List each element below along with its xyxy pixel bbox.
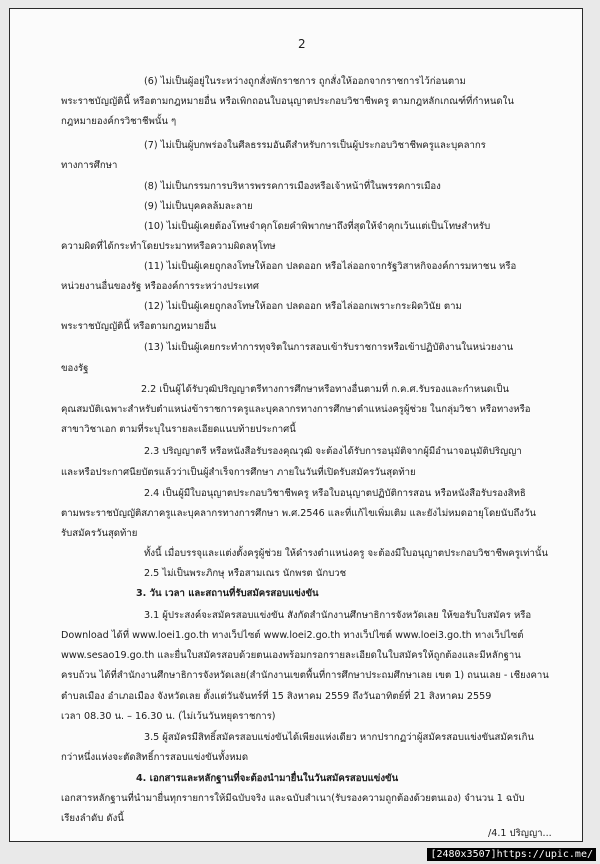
text-line: 2.2 เป็นผู้ได้รับวุฒิปริญญาตรีทางการศึกษาหรือทางอื่นตามที่ ก.ค.ศ.รับรองและกำหนดเป็น bbox=[141, 384, 509, 395]
text-line: 2.3 ปริญญาตรี หรือหนังสือรับรองคุณวุฒิ จะต้องได้รับการอนุมัติจากผู้มีอำนาจอนุมัติปริญญา bbox=[144, 446, 522, 457]
text-line: Download ได้ที่ www.loei1.go.th ทางเว็ปไซต์ www.loei2.go.th ทางเว็ปไซต์ www.loei3.go.th ทางเว็ปไซต์ bbox=[61, 630, 524, 641]
text-line: รับสมัครวันสุดท้าย bbox=[61, 528, 138, 539]
text-line: สาขาวิชาเอก ตามที่ระบุในรายละเอียดแนบท้ายประกาศนี้ bbox=[61, 424, 296, 435]
text-line: ความผิดที่ได้กระทำโดยประมาทหรือความผิดลหุโทษ bbox=[61, 241, 276, 252]
text-line: (13) ไม่เป็นผู้เคยกระทำการทุจริตในการสอบเข้ารับราชการหรือเข้าปฏิบัติงานในหน่วยงาน bbox=[144, 342, 514, 353]
page-number: 2 bbox=[298, 37, 306, 51]
text-line: เวลา 08.30 น. – 16.30 น. (ไม่เว้นวันหยุดราชการ) bbox=[61, 711, 276, 722]
text-line: (6) ไม่เป็นผู้อยู่ในระหว่างถูกสั่งพักราชการ ถูกสั่งให้ออกจากราชการไว้ก่อนตาม bbox=[144, 76, 466, 87]
text-line: (9) ไม่เป็นบุคคลล้มละลาย bbox=[144, 201, 253, 212]
image-source-watermark: [2480x3507]https://upic.me/ bbox=[427, 848, 596, 861]
section-heading: 3. วัน เวลา และสถานที่รับสมัครสอบแข่งขัน bbox=[136, 588, 319, 599]
document-page bbox=[9, 8, 583, 842]
text-line: กว่าหนึ่งแห่งจะตัดสิทธิ์การสอบแข่งขันทั้งหมด bbox=[61, 752, 249, 763]
text-line: ตำบลเมือง อำเภอเมือง จังหวัดเลย ตั้งแต่วันจันทร์ที่ 15 สิงหาคม 2559 ถึงวันอาทิตย์ที่ 21 สิงหาคม 2559 bbox=[61, 691, 492, 702]
text-line: ทั้งนี้ เมื่อบรรจุและแต่งตั้งครูผู้ช่วย ให้ดำรงตำแหน่งครู จะต้องมีใบอนุญาตประกอบวิชาชีพครูเท่านั้น bbox=[144, 548, 548, 559]
text-line: (8) ไม่เป็นกรรมการบริหารพรรคการเมืองหรือเจ้าหน้าที่ในพรรคการเมือง bbox=[144, 181, 441, 192]
text-line: คุณสมบัติเฉพาะสำหรับตำแหน่งข้าราชการครูและบุคลากรทางการศึกษาตำแหน่งครูผู้ช่วย ในกลุ่มวิชา หรือทางหรือ bbox=[61, 404, 531, 415]
text-line: และหรือประกาศนียบัตรแล้วว่าเป็นผู้สำเร็จการศึกษา ภายในวันที่เปิดรับสมัครวันสุดท้าย bbox=[61, 467, 416, 478]
text-line: (11) ไม่เป็นผู้เคยถูกลงโทษให้ออก ปลดออก หรือไล่ออกจากรัฐวิสาหกิจองค์การมหาชน หรือ bbox=[144, 261, 517, 272]
text-line: พระราชบัญญัตินี้ หรือตามกฎหมายอื่น bbox=[61, 321, 217, 332]
text-line: หน่วยงานอื่นของรัฐ หรือองค์การระหว่างประเทศ bbox=[61, 281, 259, 292]
text-line: (10) ไม่เป็นผู้เคยต้องโทษจำคุกโดยคำพิพากษาถึงที่สุดให้จำคุกเว้นแต่เป็นโทษสำหรับ bbox=[144, 221, 491, 232]
text-line: (7) ไม่เป็นผู้บกพร่องในศีลธรรมอันดีสำหรับการเป็นผู้ประกอบวิชาชีพครูและบุคลากร bbox=[144, 140, 486, 151]
text-line: www.sesao19.go.th และยื่นใบสมัครสอบด้วยตนเองพร้อมกรอกรายละเอียดในใบสมัครให้ถูกต้องและมีหลักฐาน bbox=[61, 650, 521, 661]
text-line: ตามพระราชบัญญัติสภาครูและบุคลากรทางการศึกษา พ.ศ.2546 และที่แก้ไขเพิ่มเติม และยังไม่หมดอายุโดยนับถึงวัน bbox=[61, 508, 536, 519]
text-line: 3.1 ผู้ประสงค์จะสมัครสอบแข่งขัน สังกัดสำนักงานศึกษาธิการจังหวัดเลย ให้ขอรับใบสมัคร หรือ bbox=[144, 610, 532, 621]
text-line: 2.5 ไม่เป็นพระภิกษุ หรือสามเณร นักพรต นักบวช bbox=[144, 568, 347, 579]
section-heading: 4. เอกสารและหลักฐานที่จะต้องนำมายื่นในวันสมัครสอบแข่งขัน bbox=[136, 773, 399, 784]
text-line: กฎหมายองค์กรวิชาชีพนั้น ๆ bbox=[61, 116, 177, 127]
text-line: เรียงลำดับ ดังนี้ bbox=[61, 813, 124, 824]
text-line: เอกสารหลักฐานที่นำมายื่นทุกรายการให้มีฉบับจริง และฉบับสำเนา(รับรองความถูกต้องด้วยตนเอง) จำนวน 1 ฉบับ bbox=[61, 793, 525, 804]
text-line: ของรัฐ bbox=[61, 363, 89, 374]
text-line: พระราชบัญญัตินี้ หรือตามกฎหมายอื่น หรือเพิกถอนใบอนุญาตประกอบวิชาชีพครู ตามกฎหลักเกณฑ์ที่กำหนดใน bbox=[61, 96, 514, 107]
continuation-marker: /4.1 ปริญญา... bbox=[488, 828, 552, 839]
text-line: 2.4 เป็นผู้มีใบอนุญาตประกอบวิชาชีพครู หรือใบอนุญาตปฏิบัติการสอน หรือหนังสือรับรองสิทธิ bbox=[144, 488, 526, 499]
text-line: ครบถ้วน ได้ที่สำนักงานศึกษาธิการจังหวัดเลย(สำนักงานเขตพื้นที่การศึกษาประถมศึกษาเลย เขต 1) ถนนเลย - เชียงคาน bbox=[61, 670, 549, 681]
text-line: (12) ไม่เป็นผู้เคยถูกลงโทษให้ออก ปลดออก หรือไล่ออกเพราะกระผิดวินัย ตาม bbox=[144, 301, 462, 312]
text-line: ทางการศึกษา bbox=[61, 160, 118, 171]
text-line: 3.5 ผู้สมัครมีสิทธิ์สมัครสอบแข่งขันได้เพียงแห่งเดียว หากปรากฏว่าผู้สมัครสอบแข่งขันสมัครเกิน bbox=[144, 732, 534, 743]
